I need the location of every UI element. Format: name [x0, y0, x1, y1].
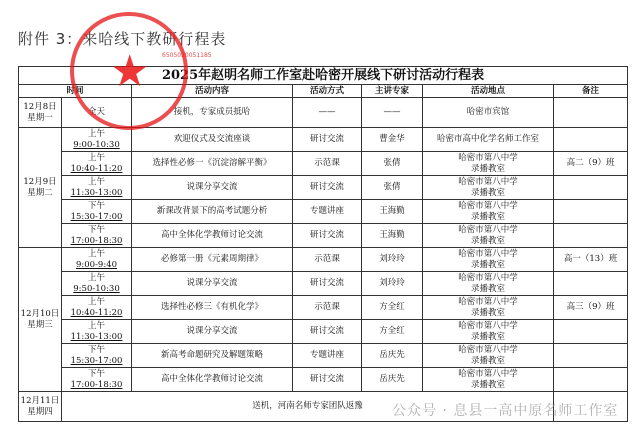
place-name: 哈密市高中化学名师工作室 — [436, 134, 539, 144]
period: 下午 — [87, 344, 105, 355]
place-room: 录播教室 — [470, 211, 505, 222]
place-name: 哈密市第八中学 — [458, 272, 518, 283]
date: 12月10日 — [20, 308, 60, 319]
note-cell: 高二（9）班 — [554, 152, 628, 176]
time-range: 11:30-13:00 — [70, 331, 123, 342]
table-row — [19, 200, 628, 224]
date: 12月8日 — [23, 101, 57, 112]
table-row — [19, 320, 628, 344]
content-cell: 欢迎仪式及交流座谈 — [132, 128, 293, 152]
mode-cell: 研讨交流 — [293, 320, 362, 344]
place-room: 录播教室 — [470, 331, 505, 342]
note-cell — [554, 200, 628, 224]
time-cell — [62, 296, 132, 320]
content-cell: 送机，河南名师专家团队返豫 — [62, 392, 554, 422]
date-cell — [19, 98, 62, 128]
mode-cell: 专题讲座 — [293, 344, 362, 368]
expert-cell: 岳庆先 — [362, 368, 423, 392]
time-cell — [62, 248, 132, 272]
date-cell — [19, 248, 62, 392]
expert-cell: 方全红 — [362, 296, 423, 320]
time-cell — [62, 272, 132, 296]
mode-cell: 研讨交流 — [293, 224, 362, 248]
content-cell: 高中全体化学教师讨论交流 — [132, 368, 293, 392]
place-room: 录播教室 — [470, 307, 505, 318]
place-cell — [423, 176, 554, 200]
table-row — [19, 296, 628, 320]
expert-cell: 方全红 — [362, 320, 423, 344]
place-name: 哈密市第八中学 — [458, 296, 518, 307]
table-row — [19, 98, 628, 128]
note-cell — [554, 128, 628, 152]
period: 全天 — [87, 107, 105, 117]
document-heading: 附件 3：来哈线下教研行程表 — [18, 30, 227, 48]
period: 上午 — [87, 176, 105, 187]
table-row — [19, 344, 628, 368]
place-cell — [423, 344, 554, 368]
time-cell — [62, 128, 132, 152]
place-name: 哈密市第八中学 — [458, 320, 518, 331]
place-name: 哈密市宾馆 — [466, 107, 510, 117]
note-cell — [554, 320, 628, 344]
place-name: 哈密市第八中学 — [458, 152, 518, 163]
mode-cell: 研讨交流 — [293, 368, 362, 392]
place-room: 录播教室 — [470, 187, 505, 198]
content-cell: 说课分享交流 — [132, 272, 293, 296]
mode-cell: 研讨交流 — [293, 128, 362, 152]
period: 下午 — [87, 224, 105, 235]
mode-cell: —— — [293, 98, 362, 128]
time-cell — [62, 368, 132, 392]
header-row — [19, 85, 628, 98]
time-range: 10:40-11:20 — [70, 163, 123, 174]
header-note: 备注 — [554, 85, 628, 98]
note-cell — [554, 176, 628, 200]
content-cell: 必修第一册《元素周期律》 — [132, 248, 293, 272]
time-cell — [62, 152, 132, 176]
mode-cell: 研讨交流 — [293, 176, 362, 200]
time-range: 15:30-17:00 — [70, 355, 123, 366]
place-cell — [423, 368, 554, 392]
mode-cell: 示范课 — [293, 152, 362, 176]
place-name: 哈密市第八中学 — [458, 224, 518, 235]
note-cell — [554, 98, 628, 128]
place-cell — [423, 224, 554, 248]
stamp-number: 6505020051185 — [162, 52, 212, 59]
date-cell — [19, 392, 62, 422]
time-range: 10:40-11:20 — [70, 307, 123, 318]
place-room: 录播教室 — [470, 163, 505, 174]
header-mode: 活动方式 — [293, 85, 362, 98]
note-cell — [554, 272, 628, 296]
place-cell — [423, 272, 554, 296]
place-name: 哈密市第八中学 — [458, 248, 518, 259]
date-cell — [19, 128, 62, 248]
time-range: 9:50-10:30 — [73, 283, 120, 294]
watermark: 公众号 · 息县一高中原名师工作室 — [392, 403, 619, 419]
time-cell — [62, 98, 132, 128]
weekday: 星期四 — [27, 406, 53, 417]
expert-cell: —— — [362, 98, 423, 128]
expert-cell: 王海勤 — [362, 224, 423, 248]
content-cell: 说课分享交流 — [132, 320, 293, 344]
stamp-star-icon: ★ — [110, 46, 150, 97]
place-cell — [423, 152, 554, 176]
time-range: 17:00-18:30 — [70, 379, 123, 390]
weekday: 星期三 — [27, 319, 53, 330]
header-content: 活动内容 — [132, 85, 293, 98]
period: 上午 — [87, 296, 105, 307]
place-cell — [423, 320, 554, 344]
place-cell — [423, 98, 554, 128]
expert-cell: 张倩 — [362, 152, 423, 176]
date: 12月9日 — [23, 176, 57, 187]
place-room: 录播教室 — [470, 355, 505, 366]
period: 上午 — [87, 320, 105, 331]
time-range: 11:30-13:00 — [70, 187, 123, 198]
content-cell: 高中全体化学教师讨论交流 — [132, 224, 293, 248]
header-time: 时间 — [19, 85, 132, 98]
expert-cell: 张倩 — [362, 176, 423, 200]
time-range: 9:00-10:30 — [73, 139, 120, 150]
table-title: 2025年赵明名师工作室赴哈密开展线下研讨活动行程表 — [19, 67, 628, 85]
place-room: 录播教室 — [470, 283, 505, 294]
content-cell: 新高考命题研究及解题策略 — [132, 344, 293, 368]
time-range: 15:30-17:00 — [70, 211, 123, 222]
period: 上午 — [87, 128, 105, 139]
time-cell — [62, 320, 132, 344]
table-row — [19, 272, 628, 296]
expert-cell: 岳庆先 — [362, 344, 423, 368]
time-cell — [62, 200, 132, 224]
note-cell — [554, 368, 628, 392]
period: 上午 — [87, 248, 105, 259]
expert-cell: 刘玲玲 — [362, 272, 423, 296]
mode-cell: 专题讲座 — [293, 200, 362, 224]
table-row — [19, 128, 628, 152]
time-cell — [62, 344, 132, 368]
period: 上午 — [87, 272, 105, 283]
time-cell — [62, 176, 132, 200]
place-name: 哈密市第八中学 — [458, 368, 518, 379]
table-row — [19, 248, 628, 272]
place-room: 录播教室 — [470, 259, 505, 270]
place-cell — [423, 200, 554, 224]
note-cell: 高三（9）班 — [554, 296, 628, 320]
place-cell — [423, 296, 554, 320]
place-name: 哈密市第八中学 — [458, 176, 518, 187]
table-row — [19, 176, 628, 200]
place-room: 录播教室 — [470, 235, 505, 246]
date: 12月11日 — [20, 395, 60, 406]
note-cell — [554, 344, 628, 368]
time-cell — [62, 224, 132, 248]
content-cell: 接机，专家成员抵哈 — [132, 98, 293, 128]
mode-cell: 示范课 — [293, 296, 362, 320]
table-row — [19, 224, 628, 248]
weekday: 星期二 — [27, 187, 53, 198]
note-cell: 高一（13）班 — [554, 248, 628, 272]
place-name: 哈密市第八中学 — [458, 200, 518, 211]
mode-cell: 研讨交流 — [293, 272, 362, 296]
period: 上午 — [87, 152, 105, 163]
table-row — [19, 368, 628, 392]
table-row — [19, 152, 628, 176]
content-cell: 选择性必修一《沉淀溶解平衡》 — [132, 152, 293, 176]
note-cell — [554, 224, 628, 248]
place-name: 哈密市第八中学 — [458, 344, 518, 355]
place-room: 录播教室 — [470, 379, 505, 390]
weekday: 星期一 — [27, 112, 53, 123]
content-cell: 新课改背景下的高考试题分析 — [132, 200, 293, 224]
content-cell: 说课分享交流 — [132, 176, 293, 200]
expert-cell: 王海勤 — [362, 200, 423, 224]
expert-cell: 曹金华 — [362, 128, 423, 152]
content-cell: 选择性必修三《有机化学》 — [132, 296, 293, 320]
expert-cell: 刘玲玲 — [362, 248, 423, 272]
mode-cell: 示范课 — [293, 248, 362, 272]
place-cell — [423, 128, 554, 152]
header-place: 活动地点 — [423, 85, 554, 98]
place-cell — [423, 248, 554, 272]
time-range: 9:00-9:40 — [75, 259, 118, 270]
time-range: 17:00-18:30 — [70, 235, 123, 246]
period: 下午 — [87, 368, 105, 379]
header-expert: 主讲专家 — [362, 85, 423, 98]
schedule-table — [18, 66, 628, 422]
period: 下午 — [87, 200, 105, 211]
